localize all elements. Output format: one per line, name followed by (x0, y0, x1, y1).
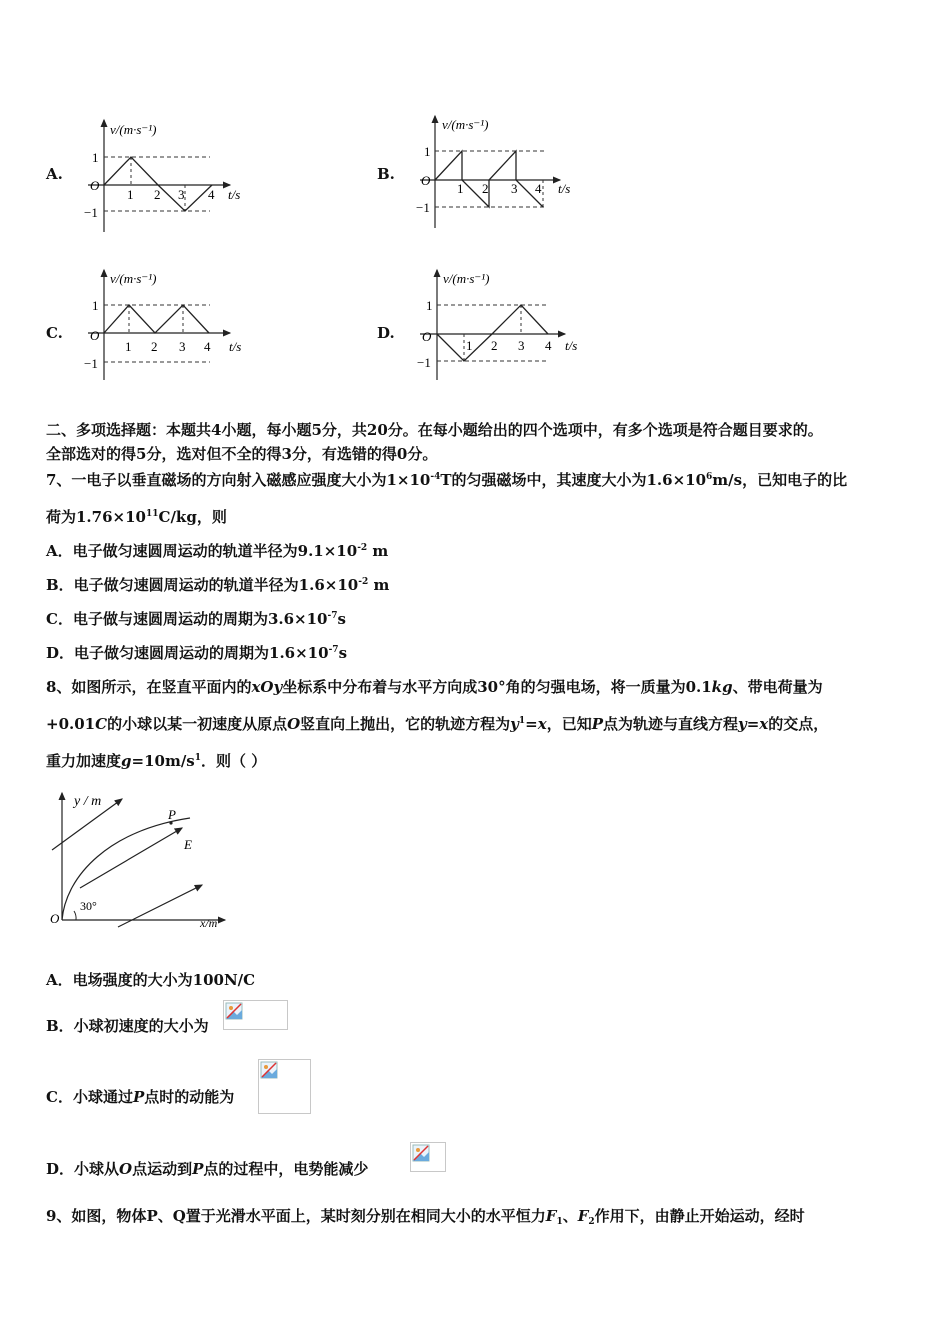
q7-option-b: B．电子做匀速圆周运动的轨道半径为$1.6\times 10^{-2}$ m (46, 576, 390, 594)
graph-c-tick: 4 (204, 339, 211, 354)
graph-a-tick: 4 (208, 187, 215, 202)
graph-b-xlabel: t/s (558, 181, 571, 196)
graph-a-tick: 1 (127, 187, 134, 202)
graph-c (84, 270, 241, 380)
q7-option-d: D．电子做匀速圆周运动的周期为$1.6\times 10^{-7}s$ (46, 644, 348, 662)
graph-a-origin: O (90, 178, 100, 193)
q8-figure (40, 785, 240, 935)
graph-c-yneg: −1 (84, 356, 98, 371)
graph-a-ylabel: v/(m·s⁻¹) (110, 122, 157, 137)
graph-d (417, 270, 577, 380)
graph-c-tick: 3 (179, 339, 186, 354)
q8-stem-line3: 重力加速度$g=10m/s^1$．则（ ） (46, 752, 267, 770)
graph-b (416, 116, 570, 228)
graph-d-origin: O (422, 329, 432, 344)
graph-b-ypos: 1 (424, 144, 431, 159)
q8-fig-xlabel: x/m (200, 916, 218, 930)
graph-a-tick: 2 (154, 187, 161, 202)
graph-d-tick: 3 (518, 338, 525, 353)
graph-d-ylabel: v/(m·s⁻¹) (443, 271, 490, 286)
graph-c-tick: 1 (125, 339, 132, 354)
q8-fig-origin: O (50, 911, 60, 926)
broken-image-icon (260, 1061, 278, 1079)
q9-stem-line1: 9、如图，物体P、Q置于光滑水平面上，某时刻分别在相同大小的水平恒力$F_1$、$F_2$作用下，由静止开始运动，经时 (46, 1207, 805, 1227)
graph-b-ylabel: v/(m·s⁻¹) (442, 117, 489, 132)
option-graphs (0, 0, 950, 400)
graph-a (84, 120, 240, 232)
broken-image-icon (225, 1002, 243, 1020)
graph-d-tick: 2 (491, 338, 498, 353)
graph-d-yneg: −1 (417, 355, 431, 370)
q8-option-b: B．小球初速度的大小为 (46, 1017, 209, 1035)
graph-c-tick: 2 (151, 339, 158, 354)
graph-a-tick: 3 (178, 187, 185, 202)
option-d-letter: D. (377, 324, 395, 342)
graph-b-tick: 4 (535, 181, 542, 196)
section2-line1: 二、多项选择题：本题共4小题，每小题5分，共20分。在每小题给出的四个选项中，有多个选项是符合题目要求的。 (46, 421, 823, 439)
graph-a-ypos: 1 (92, 150, 99, 165)
option-c-letter: C. (46, 324, 63, 342)
graph-d-tick: 1 (466, 338, 473, 353)
q7-option-a: A．电子做匀速圆周运动的轨道半径为$9.1\times 10^{-2}$ m (46, 542, 389, 560)
q7-stem-line1: 7、一电子以垂直磁场的方向射入磁感应强度大小为$1\times 10^{-4}T$的匀强磁场中，其速度大小为$1.6\times 10^6m/s$，已知电子的比 (46, 471, 848, 489)
graph-d-ypos: 1 (426, 298, 433, 313)
graph-b-tick: 3 (511, 181, 518, 196)
q8-option-c-formula-image (258, 1059, 311, 1114)
q8-option-d: D．小球从O点运动到P点的过程中，电势能减少 (46, 1160, 369, 1178)
q8-option-a: A．电场强度的大小为100N/C (46, 971, 256, 989)
graph-b-tick: 1 (457, 181, 464, 196)
q8-option-d-formula-image (410, 1142, 446, 1172)
q8-option-b-formula-image (223, 1000, 288, 1030)
graph-c-ylabel: v/(m·s⁻¹) (110, 271, 157, 286)
q8-fig-ylabel: y / m (74, 794, 102, 809)
q8-fig-angle: 30° (80, 899, 97, 913)
q7-option-c: C．电子做与速圆周运动的周期为$3.6\times 10^{-7}s$ (46, 610, 346, 628)
option-b-letter: B. (377, 165, 395, 183)
q8-fig-p: P (168, 807, 176, 822)
graph-b-tick: 2 (482, 181, 489, 196)
graph-a-xlabel: t/s (228, 187, 241, 202)
graph-c-xlabel: t/s (229, 339, 242, 354)
graph-a-yneg: −1 (84, 205, 98, 220)
q8-option-c: C．小球通过P点时的动能为 (46, 1088, 235, 1106)
section2-line2: 全部选对的得5分，选对但不全的得3分，有选错的得0分。 (46, 445, 438, 463)
option-a-letter: A. (46, 165, 63, 183)
graph-c-ypos: 1 (92, 298, 99, 313)
q8-fig-e: E (184, 837, 192, 852)
graph-b-origin: O (421, 173, 431, 188)
graph-d-tick: 4 (545, 338, 552, 353)
graph-b-yneg: −1 (416, 200, 430, 215)
q7-stem-line2: 荷为$1.76\times 10^{11}C/kg$，则 (46, 508, 227, 526)
q8-stem-line2: +0.01C的小球以某一初速度从原点O竖直向上抛出，它的轨迹方程为$y^1=x$，已知P点为轨迹与直线方程y=x的交点， (46, 715, 829, 733)
q8-stem-line1: 8、如图所示，在竖直平面内的xOy坐标系中分布着与水平方向成30°角的匀强电场，将一质量为0.1kg、带电荷量为 (46, 678, 823, 696)
broken-image-icon (412, 1144, 430, 1162)
graph-c-origin: O (90, 328, 100, 343)
graph-d-xlabel: t/s (565, 338, 578, 353)
